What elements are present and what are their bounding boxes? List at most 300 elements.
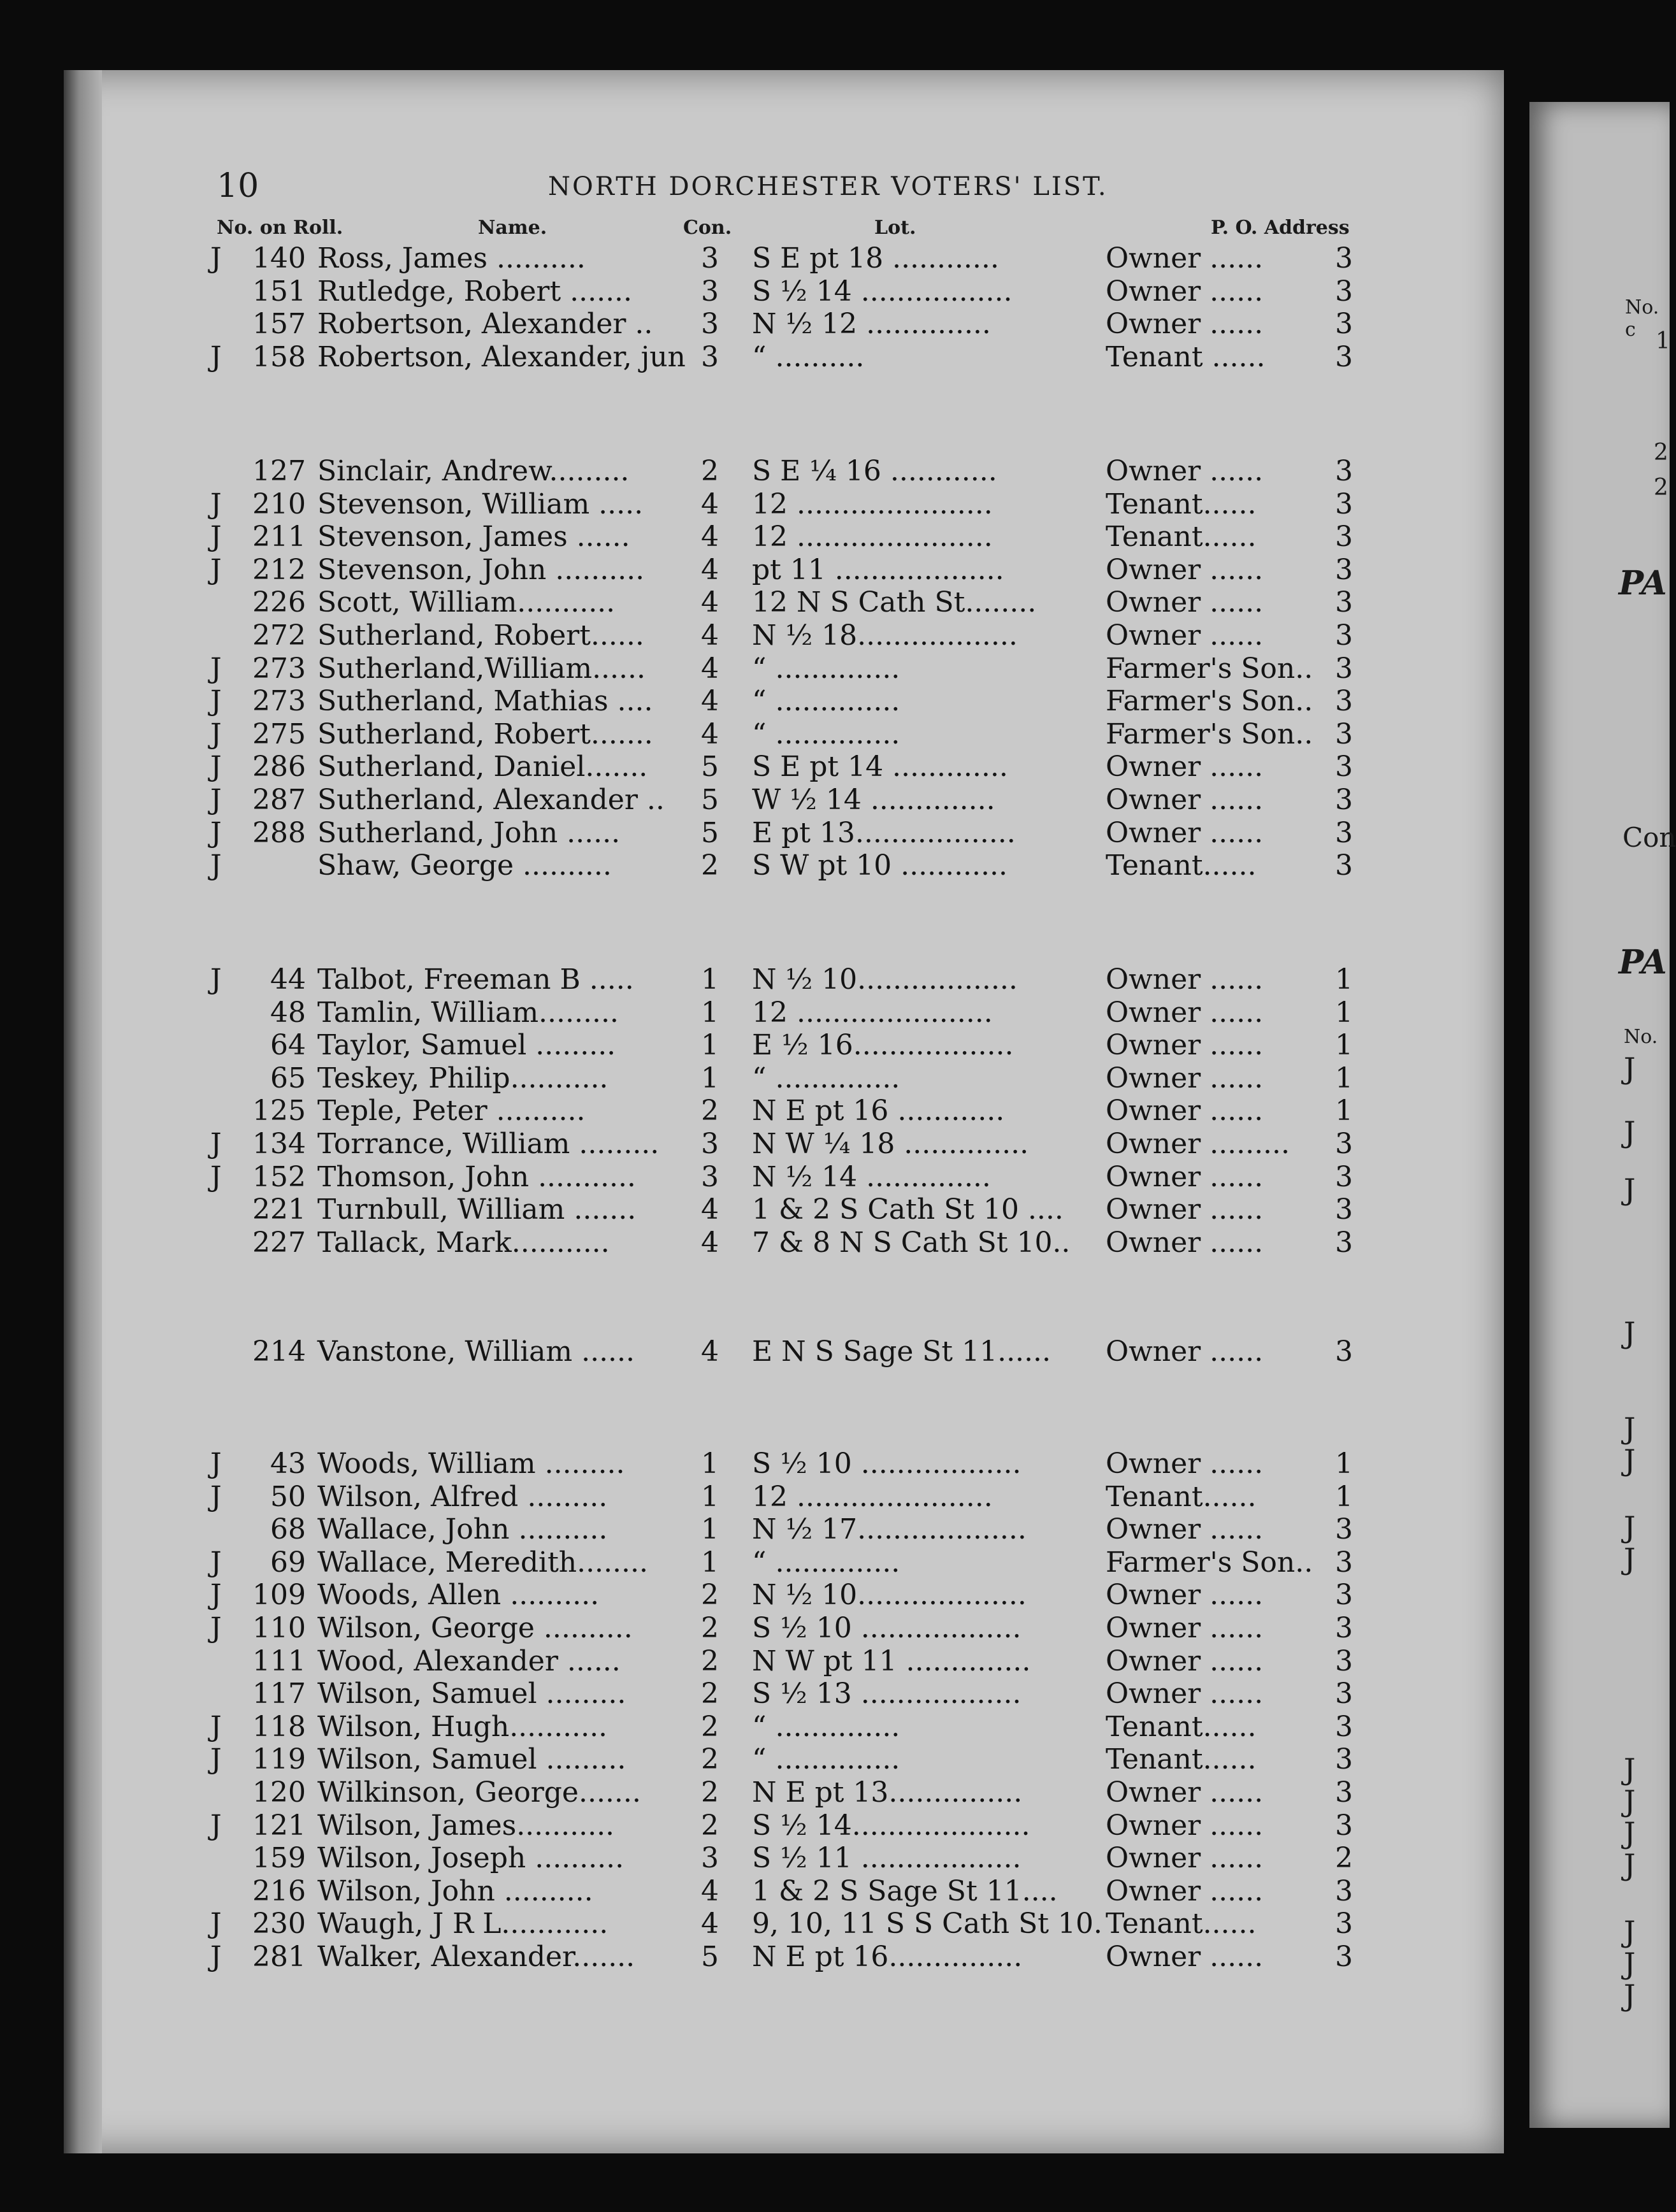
voter-name: Teskey, Philip........... (317, 1061, 609, 1095)
voter-name: Sutherland, Daniel....... (317, 750, 648, 784)
voter-row (198, 1062, 1364, 1095)
voter-lot: S ½ 14.................... (752, 1809, 1030, 1842)
voter-lot: N ½ 14 .............. (752, 1160, 991, 1193)
voter-mark: J (210, 340, 222, 373)
voter-lot: N ½ 12 .............. (752, 308, 991, 341)
voter-lot: 12 ...................... (752, 1480, 993, 1513)
voter-roll: 119 (252, 1743, 306, 1776)
voter-lot: “ .............. (752, 1710, 900, 1743)
right-page-fragment: J (1624, 1316, 1636, 1350)
voter-lot: S W pt 10 ............ (752, 849, 1008, 882)
voter-lot: 12 ...................... (752, 487, 993, 521)
voter-con: 3 (701, 1128, 719, 1160)
voter-addr: Owner ...... (1106, 1941, 1264, 1973)
voter-mark: J (210, 521, 222, 554)
voter-mark: J (210, 1579, 222, 1612)
right-page-fragment: No. (1624, 1026, 1658, 1048)
voter-roll: 212 (252, 553, 306, 586)
voter-roll: 64 (270, 1029, 306, 1062)
voter-name: Stevenson, James ...... (317, 521, 630, 554)
voter-row (198, 1447, 1364, 1481)
voter-roll: 230 (252, 1907, 306, 1941)
voter-name: Sutherland, Alexander .. (317, 784, 665, 816)
voter-po: 3 (1335, 750, 1353, 784)
voter-lot: “ .............. (752, 652, 900, 685)
voter-name: Robertson, Alexander, jun (317, 340, 686, 373)
voter-con: 3 (701, 308, 719, 341)
voter-row (198, 488, 1364, 521)
voter-addr: Farmer's Son.. (1106, 685, 1313, 718)
voter-po: 3 (1335, 1776, 1353, 1809)
right-page-fragment: J (1624, 1978, 1636, 2013)
voter-lot: 1 & 2 S Sage St 11.... (752, 1874, 1058, 1907)
voter-row (198, 963, 1364, 996)
voter-roll: 127 (252, 455, 306, 487)
right-page-fragment: J (1624, 1816, 1636, 1850)
voter-con: 2 (701, 1612, 719, 1644)
voter-roll: 159 (252, 1842, 306, 1875)
voter-row (198, 652, 1364, 686)
right-page-fragment: PA (1619, 943, 1667, 982)
voter-lot: 12 N S Cath St........ (752, 586, 1037, 619)
voter-con: 3 (701, 1842, 719, 1875)
voter-con: 2 (701, 1776, 719, 1809)
voter-con: 4 (701, 1193, 719, 1226)
voter-row (198, 308, 1364, 341)
voter-row (198, 341, 1364, 374)
voter-po: 3 (1335, 275, 1353, 308)
voter-po: 1 (1335, 1095, 1353, 1128)
voter-con: 2 (701, 1743, 719, 1776)
voter-name: Torrance, William ......... (317, 1128, 660, 1160)
right-page-fragment: J (1624, 1510, 1636, 1544)
voter-mark: J (210, 1743, 222, 1776)
voter-addr: Owner ...... (1106, 275, 1264, 308)
voter-lot: E pt 13.................. (752, 816, 1016, 849)
voter-roll: 214 (252, 1335, 306, 1368)
right-page-fragment: J (1624, 1848, 1636, 1882)
voter-po: 1 (1335, 1029, 1353, 1062)
voter-lot: S ½ 14 ................. (752, 275, 1013, 308)
voter-roll: 221 (252, 1193, 306, 1226)
voter-po: 3 (1335, 816, 1353, 849)
voter-con: 3 (701, 275, 719, 308)
voter-con: 1 (701, 1480, 719, 1513)
voter-addr: Tenant...... (1106, 1480, 1257, 1513)
voter-addr: Owner ...... (1106, 1612, 1264, 1644)
voter-con: 1 (701, 1546, 719, 1579)
voter-mark: J (210, 487, 222, 521)
voter-addr: Farmer's Son.. (1106, 652, 1313, 685)
voter-roll: 275 (252, 717, 306, 750)
voter-roll: 281 (252, 1941, 306, 1973)
voter-con: 4 (701, 1874, 719, 1907)
voter-roll: 68 (270, 1513, 306, 1546)
voter-addr: Owner ...... (1106, 1874, 1264, 1907)
voter-row (198, 1128, 1364, 1161)
voter-addr: Owner ...... (1106, 1842, 1264, 1875)
voter-con: 5 (701, 784, 719, 816)
voter-name: Robertson, Alexander .. (317, 308, 653, 341)
voter-row (198, 750, 1364, 784)
voter-po: 3 (1335, 1677, 1353, 1711)
voter-addr: Owner ...... (1106, 1193, 1264, 1226)
voter-roll: 134 (252, 1128, 306, 1160)
voter-po: 3 (1335, 619, 1353, 652)
voter-con: 2 (701, 1095, 719, 1128)
voter-name: Sutherland, Robert....... (317, 717, 653, 750)
voter-roll: 117 (252, 1677, 306, 1711)
voter-po: 3 (1335, 1513, 1353, 1546)
voter-lot: S E pt 18 ............ (752, 242, 999, 275)
voter-con: 4 (701, 521, 719, 554)
voter-lot: N E pt 16 ............ (752, 1095, 1005, 1128)
voter-mark: J (210, 1907, 222, 1941)
voter-addr: Owner ...... (1106, 1095, 1264, 1128)
voter-con: 4 (701, 685, 719, 718)
voter-lot: E ½ 16.................. (752, 1029, 1014, 1062)
voter-row (198, 242, 1364, 275)
voter-mark: J (210, 1941, 222, 1973)
voter-roll: 273 (252, 652, 306, 685)
voter-name: Teple, Peter .......... (317, 1095, 586, 1128)
voter-mark: J (210, 1447, 222, 1480)
voter-name: Stevenson, William ..... (317, 487, 644, 521)
voter-lot: “ .............. (752, 1743, 900, 1776)
voter-name: Vanstone, William ...... (317, 1335, 635, 1368)
voter-po: 3 (1335, 487, 1353, 521)
voter-mark: J (210, 242, 222, 275)
voter-roll: 273 (252, 685, 306, 718)
voter-po: 3 (1335, 849, 1353, 882)
voter-mark: J (210, 963, 222, 996)
voter-po: 1 (1335, 1480, 1353, 1513)
voter-addr: Owner ......... (1106, 1128, 1290, 1160)
voter-mark: J (210, 1546, 222, 1579)
voter-roll: 125 (252, 1095, 306, 1128)
voter-name: Taylor, Samuel ......... (317, 1029, 616, 1062)
voter-addr: Owner ...... (1106, 242, 1264, 275)
voter-name: Sutherland, John ...... (317, 816, 621, 849)
voter-roll: 48 (270, 996, 306, 1029)
voter-addr: Tenant...... (1106, 487, 1257, 521)
voter-con: 3 (701, 1160, 719, 1193)
voter-po: 3 (1335, 340, 1353, 373)
voter-mark: J (210, 685, 222, 718)
voter-con: 5 (701, 1941, 719, 1973)
voter-con: 5 (701, 750, 719, 784)
voter-lot: 1 & 2 S Cath St 10 .... (752, 1193, 1064, 1226)
voter-con: 4 (701, 487, 719, 521)
voter-name: Wallace, Meredith........ (317, 1546, 648, 1579)
voter-name: Wilson, Samuel ......... (317, 1677, 626, 1711)
voter-roll: 109 (252, 1579, 306, 1612)
voter-po: 3 (1335, 1546, 1353, 1579)
voter-name: Thomson, John ........... (317, 1160, 636, 1193)
voter-roll: 43 (270, 1447, 306, 1480)
voter-row (198, 1481, 1364, 1514)
voter-con: 1 (701, 963, 719, 996)
voter-roll: 211 (252, 521, 306, 554)
voter-addr: Tenant...... (1106, 1710, 1257, 1743)
voter-con: 2 (701, 1644, 719, 1677)
voter-lot: N E pt 13............... (752, 1776, 1023, 1809)
voter-con: 1 (701, 996, 719, 1029)
voter-row (198, 1907, 1364, 1941)
voter-row (198, 685, 1364, 718)
voter-row (198, 586, 1364, 619)
voter-name: Woods, William ......... (317, 1447, 625, 1480)
right-page-fragment: 2 (1654, 475, 1668, 501)
right-page-fragment: 2 (1654, 440, 1668, 466)
voter-row (198, 1941, 1364, 1974)
page-number: 10 (217, 167, 259, 205)
voter-roll: 210 (252, 487, 306, 521)
voter-addr: Owner ...... (1106, 1776, 1264, 1809)
voter-name: Woods, Allen .......... (317, 1579, 600, 1612)
voter-con: 4 (701, 553, 719, 586)
voter-addr: Owner ...... (1106, 1677, 1264, 1711)
voter-con: 4 (701, 586, 719, 619)
voter-con: 2 (701, 1809, 719, 1842)
voter-con: 2 (701, 455, 719, 487)
voter-row (198, 619, 1364, 652)
voter-row (198, 784, 1364, 817)
voter-po: 3 (1335, 1809, 1353, 1842)
voter-mark: J (210, 717, 222, 750)
voter-roll: 272 (252, 619, 306, 652)
voter-mark: J (210, 1809, 222, 1842)
right-page-fragment: J (1624, 1115, 1636, 1149)
column-header-lot: Lot. (874, 217, 916, 239)
voter-row (198, 1226, 1364, 1260)
voter-mark: J (210, 1710, 222, 1743)
voter-po: 3 (1335, 1612, 1353, 1644)
voter-roll: 151 (252, 275, 306, 308)
voter-lot: S E pt 14 ............. (752, 750, 1008, 784)
voter-addr: Owner ...... (1106, 750, 1264, 784)
voter-row (198, 1193, 1364, 1226)
right-page-fragment: Con (1622, 822, 1676, 853)
voter-row (198, 1809, 1364, 1842)
voter-lot: S ½ 11 .................. (752, 1842, 1022, 1875)
column-header-con: Con. (683, 217, 732, 239)
voter-addr: Tenant...... (1106, 1907, 1257, 1941)
voter-roll: 288 (252, 816, 306, 849)
voter-po: 3 (1335, 1710, 1353, 1743)
voter-con: 2 (701, 849, 719, 882)
voter-row (198, 1161, 1364, 1194)
voter-lot: N ½ 18.................. (752, 619, 1018, 652)
voter-con: 4 (701, 619, 719, 652)
voter-roll: 216 (252, 1874, 306, 1907)
right-page-fragment: 1 (1656, 328, 1670, 354)
voter-po: 3 (1335, 455, 1353, 487)
right-page-fragment: J (1624, 1542, 1636, 1576)
voter-addr: Owner ...... (1106, 1335, 1264, 1368)
voter-roll: 120 (252, 1776, 306, 1809)
voter-name: Wilson, James........... (317, 1809, 615, 1842)
voter-con: 3 (701, 340, 719, 373)
voter-addr: Tenant...... (1106, 849, 1257, 882)
voter-row (198, 554, 1364, 587)
voter-lot: E N S Sage St 11...... (752, 1335, 1051, 1368)
voter-mark: J (210, 652, 222, 685)
voter-po: 3 (1335, 1907, 1353, 1941)
voter-lot: N ½ 10.................. (752, 963, 1018, 996)
voter-lot: 7 & 8 N S Cath St 10.. (752, 1226, 1071, 1259)
voter-po: 3 (1335, 717, 1353, 750)
right-page-fragment: PA (1619, 564, 1667, 603)
voter-addr: Tenant...... (1106, 1743, 1257, 1776)
right-page-fragment: J (1624, 1051, 1636, 1086)
voter-mark: J (210, 1612, 222, 1644)
voter-name: Wilkinson, George....... (317, 1776, 641, 1809)
voter-row (198, 849, 1364, 882)
voter-row (198, 996, 1364, 1030)
voter-addr: Owner ...... (1106, 586, 1264, 619)
voter-po: 3 (1335, 1335, 1353, 1368)
voter-roll: 227 (252, 1226, 306, 1259)
voter-po: 3 (1335, 521, 1353, 554)
page-title: NORTH DORCHESTER VOTERS' LIST. (548, 172, 1108, 201)
voter-name: Scott, William........... (317, 586, 616, 619)
right-page-fragment: J (1624, 1411, 1636, 1446)
column-header-name: Name. (478, 217, 547, 239)
voter-addr: Owner ...... (1106, 1061, 1264, 1095)
voter-po: 3 (1335, 1193, 1353, 1226)
voter-roll: 152 (252, 1160, 306, 1193)
voter-con: 1 (701, 1513, 719, 1546)
voter-po: 3 (1335, 1579, 1353, 1612)
voter-roll: 157 (252, 308, 306, 341)
voter-po: 3 (1335, 1874, 1353, 1907)
voter-con: 2 (701, 1710, 719, 1743)
right-page-fragment: J (1624, 1443, 1636, 1477)
voter-roll: 65 (270, 1061, 306, 1095)
voter-row (198, 1579, 1364, 1612)
voter-row (198, 1546, 1364, 1579)
voter-name: Wilson, Alfred ......... (317, 1480, 608, 1513)
voter-lot: 12 ...................... (752, 521, 993, 554)
voter-con: 4 (701, 1907, 719, 1941)
voter-po: 3 (1335, 586, 1353, 619)
voter-lot: 9, 10, 11 S S Cath St 10. (752, 1907, 1102, 1941)
right-page-fragment: J (1624, 1784, 1636, 1818)
voter-row (198, 1776, 1364, 1809)
voter-con: 1 (701, 1061, 719, 1095)
voter-po: 3 (1335, 1941, 1353, 1973)
voter-addr: Owner ...... (1106, 1029, 1264, 1062)
voter-row (198, 718, 1364, 751)
voter-name: Rutledge, Robert ....... (317, 275, 633, 308)
voter-lot: S ½ 13 .................. (752, 1677, 1022, 1711)
voter-roll: 69 (270, 1546, 306, 1579)
voter-row (198, 817, 1364, 850)
voter-addr: Owner ...... (1106, 1447, 1264, 1480)
voter-lot: “ .............. (752, 1546, 900, 1579)
voter-addr: Owner ...... (1106, 784, 1264, 816)
voter-lot: “ .............. (752, 685, 900, 718)
voter-row (198, 1875, 1364, 1908)
voter-lot: 12 ...................... (752, 996, 993, 1029)
voter-con: 1 (701, 1029, 719, 1062)
voter-po: 3 (1335, 1160, 1353, 1193)
voter-lot: W ½ 14 .............. (752, 784, 995, 816)
voter-con: 4 (701, 717, 719, 750)
voter-po: 1 (1335, 996, 1353, 1029)
voter-addr: Owner ...... (1106, 1809, 1264, 1842)
voter-row (198, 1842, 1364, 1875)
voter-name: Shaw, George .......... (317, 849, 612, 882)
voter-po: 3 (1335, 784, 1353, 816)
voter-con: 5 (701, 816, 719, 849)
voter-mark: J (210, 750, 222, 784)
voter-addr: Owner ...... (1106, 1579, 1264, 1612)
column-header-roll: No. on Roll. (217, 217, 343, 239)
voter-addr: Owner ...... (1106, 1160, 1264, 1193)
voter-name: Tamlin, William......... (317, 996, 619, 1029)
voter-po: 1 (1335, 1447, 1353, 1480)
voter-name: Talbot, Freeman B ..... (317, 963, 634, 996)
voter-name: Wilson, George .......... (317, 1612, 633, 1644)
voter-row (198, 1335, 1364, 1368)
voter-po: 3 (1335, 308, 1353, 341)
voter-row (198, 1095, 1364, 1128)
voter-addr: Tenant...... (1106, 521, 1257, 554)
column-header-po-address: P. O. Address (1211, 217, 1350, 239)
voter-name: Sutherland, Robert...... (317, 619, 644, 652)
voter-roll: 226 (252, 586, 306, 619)
voter-po: 3 (1335, 242, 1353, 275)
voter-lot: N W pt 11 .............. (752, 1644, 1031, 1677)
voter-name: Wilson, Hugh........... (317, 1710, 608, 1743)
page-header (217, 167, 1364, 212)
voter-row (198, 1645, 1364, 1678)
voter-row (198, 1711, 1364, 1744)
voter-con: 4 (701, 1335, 719, 1368)
voter-roll: 111 (252, 1644, 306, 1677)
voter-name: Waugh, J R L............ (317, 1907, 609, 1941)
voter-roll: 158 (252, 340, 306, 373)
voter-addr: Owner ...... (1106, 816, 1264, 849)
voter-con: 2 (701, 1579, 719, 1612)
voter-addr: Owner ...... (1106, 455, 1264, 487)
voter-mark: J (210, 784, 222, 816)
voter-con: 1 (701, 1447, 719, 1480)
voter-name: Wilson, Samuel ......... (317, 1743, 626, 1776)
voter-lot: “ .............. (752, 1061, 900, 1095)
voter-po: 3 (1335, 553, 1353, 586)
voter-po: 3 (1335, 1743, 1353, 1776)
voter-addr: Owner ...... (1106, 308, 1264, 341)
voter-con: 2 (701, 1677, 719, 1711)
voter-roll: 287 (252, 784, 306, 816)
voter-addr: Owner ...... (1106, 619, 1264, 652)
voter-addr: Owner ...... (1106, 996, 1264, 1029)
voter-roll: 286 (252, 750, 306, 784)
voter-po: 1 (1335, 1061, 1353, 1095)
voter-name: Wood, Alexander ...... (317, 1644, 621, 1677)
voter-lot: “ .............. (752, 717, 900, 750)
voter-roll: 110 (252, 1612, 306, 1644)
voter-roll: 118 (252, 1710, 306, 1743)
voter-lot: N ½ 10................... (752, 1579, 1027, 1612)
voter-mark: J (210, 1160, 222, 1193)
right-page (1529, 102, 1670, 2128)
voter-name: Wilson, Joseph .......... (317, 1842, 625, 1875)
voter-po: 3 (1335, 652, 1353, 685)
